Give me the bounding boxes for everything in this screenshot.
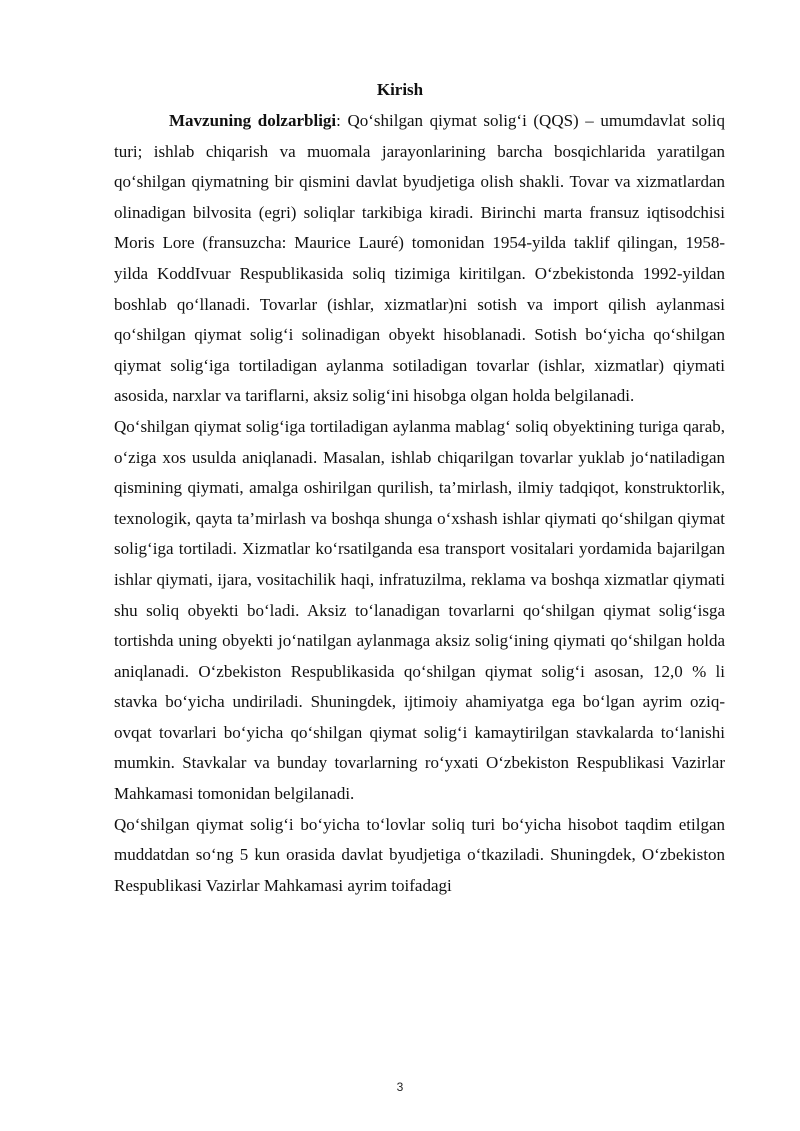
section-title: Kirish [376, 80, 424, 99]
paragraph-3: Qo‘shilgan qiymat solig‘i bo‘yicha to‘lovlar soliq turi bo‘yicha hisobot taqdim etilgan muddatdan so‘ng 5 kun orasida davlat byudjetiga o‘tkaziladi. Shuningdek, O‘zbekiston Respublikasi Vazirlar Mahkamasi ayrim toifadagi [114, 814, 725, 895]
body-text [114, 106, 725, 901]
paragraph-text: : Qo‘shilgan qiymat solig‘i (QQS) – umumdavlat soliq turi; ishlab chiqarish va muomala jarayonlarining barcha bosqichlarida yaratilgan qo‘shilgan qiymatning bir qismini davlat byudjetiga olish shakli. Tovar va xizmatlardan olinadigan bilvosita (egri) soliqlar tarkibiga kiradi. Birinchi marta fransuz iqtisodchisi Moris Lore (fransuzcha: Maurice Lauré) tomonidan 1954-yilda taklif qilingan, 1958-yilda KoddIvuar Respublikasida soliq tizimiga kiritilgan. O‘zbekistonda 1992-yildan boshlab qo‘llanadi. Tovarlar (ishlar, xizmatlar)ni sotish va import qilish aylanmasi qo‘shilgan qiymat solig‘i solinadigan obyekt hisoblanadi. Sotish bo‘yicha qo‘shilgan qiymat solig‘iga tortiladigan aylanma sotiladigan tovarlar (ishlar, xizmatlar) qiymati asosida, narxlar va tariflarni, aksiz solig‘ini hisobga olgan holda belgilanadi. [114, 111, 725, 406]
paragraph-lead: Mavzuning dolzarbligi [169, 111, 337, 130]
page-number: 3 [396, 1080, 404, 1094]
paragraph-1 [114, 106, 725, 412]
paragraph-2: Qo‘shilgan qiymat solig‘iga tortiladigan aylanma mablag‘ soliq obyektining turiga qarab, o‘ziga xos usulda aniqlanadi. Masalan, ishlab chiqarilgan tovarlar yuklab jo‘natiladigan qismining qiymati, amalga oshirilgan qurilish, ta’mirlash, ilmiy tadqiqot, konstruktorlik, texnologik, qayta ta’mirlash va boshqa shunga o‘xshash ishlar qiymati qo‘shilgan qiymat solig‘iga tortiladi. Xizmatlar ko‘rsatilganda esa transport vositalari yordamida bajarilgan ishlar qiymati, ijara, vositachilik haqi, infratuzilma, reklama va boshqa xizmatlar qiymati shu soliq obyekti bo‘ladi. Aksiz to‘lanadigan tovarlarni qo‘shilgan qiymat solig‘isga tortishda uning obyekti jo‘natilgan aylanmaga aksiz solig‘ining qiymati qo‘shilgan holda aniqlanadi. O‘zbekiston Respublikasida qo‘shilgan qiymat solig‘i asosan, 12,0 % li stavka bo‘yicha undiriladi. Shuningdek, ijtimoiy ahamiyatga ega bo‘lgan ayrim oziq-ovqat tovarlari bo‘yicha qo‘shilgan qiymat solig‘i kamaytirilgan stavkalarda to‘lanishi mumkin. Stavkalar va bunday tovarlarning ro‘yxati O‘zbekiston Respublikasi Vazirlar Mahkamasi tomonidan belgilanadi. [114, 416, 725, 804]
